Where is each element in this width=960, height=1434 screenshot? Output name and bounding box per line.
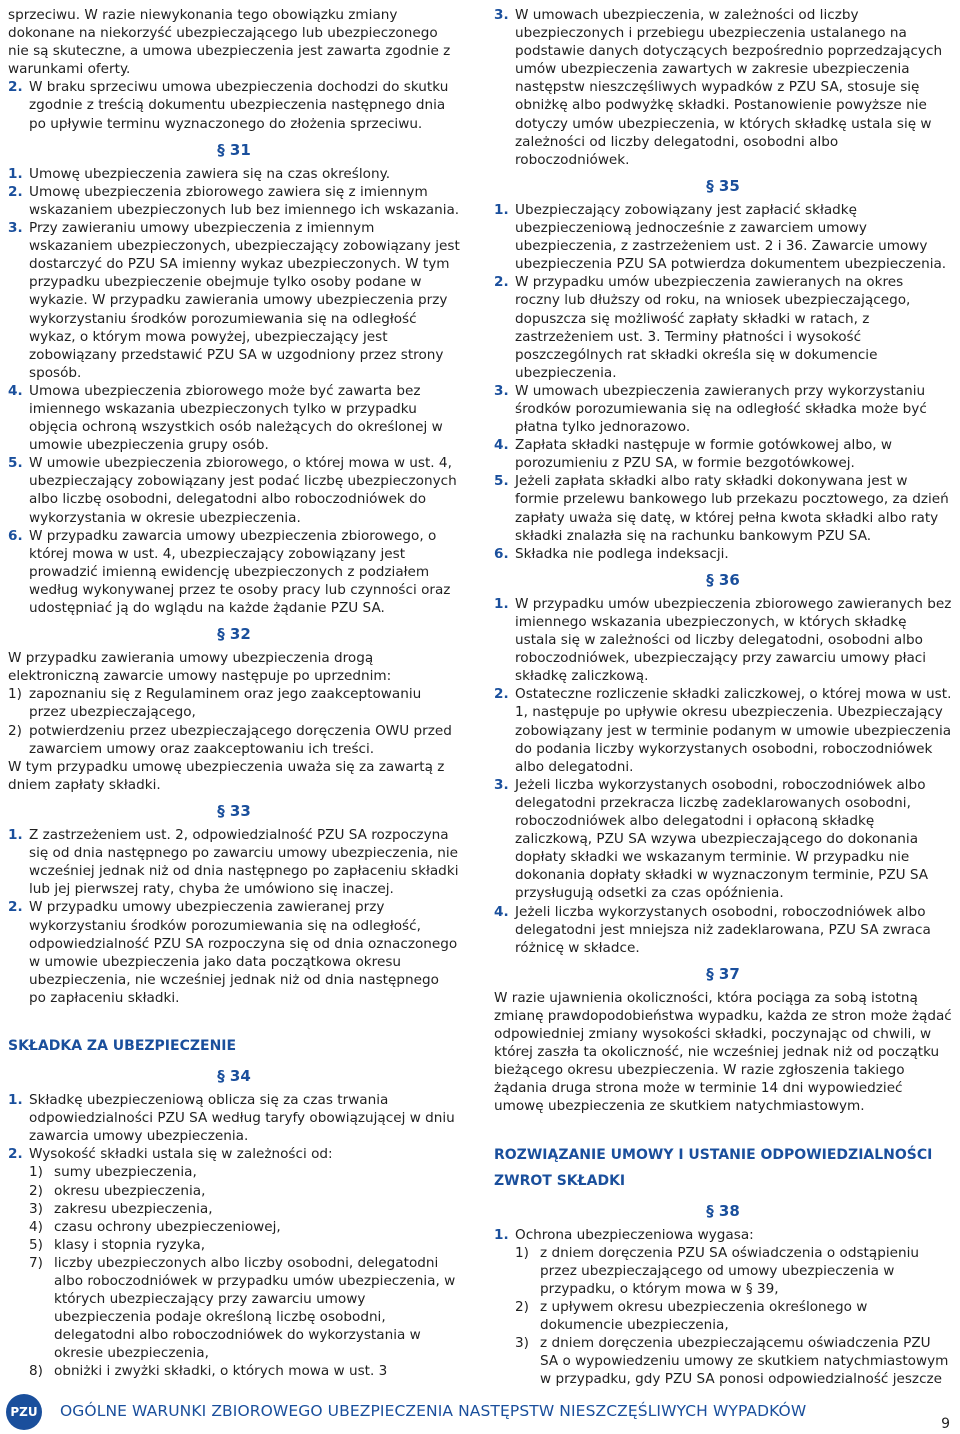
section-33 [8, 826, 460, 1007]
list-item [494, 903, 952, 957]
page-number: 9 [941, 1416, 950, 1432]
section-31 [8, 165, 460, 617]
sub-item [494, 1334, 952, 1388]
sub-item [8, 1163, 460, 1181]
item-number: 3. [494, 7, 509, 23]
item-text: czasu ochrony ubezpieczeniowej, [54, 1218, 281, 1235]
item-text: sumy ubezpieczenia, [54, 1164, 197, 1181]
item-number: 1. [8, 1092, 23, 1109]
item-number: 4. [494, 437, 509, 454]
item-text: zakresu ubezpieczenia, [54, 1200, 213, 1217]
item-text: zapoznaniu się z Regulaminem oraz jego zaakceptowaniu przez ubezpieczającego, [29, 686, 422, 721]
item-number: 4) [29, 1218, 43, 1235]
intro-paragraph: sprzeciwu. W razie niewykonania tego obowiązku zmiany dokonane na niekorzyść ubezpieczającego lub ubezpieczonego nie są skuteczne, a umowa ubezpieczenia jest zawarta zgodnie z warunkami oferty. [8, 7, 451, 78]
list-item [494, 436, 952, 472]
item-text: Przy zawieraniu umowy ubezpieczenia z imiennym wskazaniem ubezpieczonych, ubezpieczający zobowiązany jest dostarczyć do PZU SA imienny wykaz ubezpieczonych. W tym przypadku ubezpieczenie obejmuje tylko osoby podane w wykazie. W przypadku zawierania umowy ubezpieczenia przy wykorzystaniu środków porozumiewania się na odległość wykaz, o którym mowa powyżej, ubezpieczający jest zobowiązany przedstawić PZU SA w uzgodniony przez strony sposób. [29, 220, 460, 381]
list-item [8, 382, 460, 454]
item-number: 8) [29, 1363, 43, 1380]
item-number: 5. [8, 455, 23, 472]
list-item [494, 545, 952, 563]
item-number: 3) [29, 1200, 43, 1217]
item-text: W przypadku umów ubezpieczenia zbiorowego zawieranych bez imiennego wskazania ubezpieczonych, w których składkę ustala się w zależności od liczby delegatodni, osobodni albo roboczodniówek, ubezpieczający przy zawarciu umowy płaci składkę zaliczkową. [515, 595, 952, 685]
item-number: 1) [515, 1244, 529, 1261]
sub-item [8, 1362, 460, 1380]
section-33-title: § 33 [217, 801, 251, 820]
item-number: 1. [8, 827, 23, 844]
sub-item [8, 1236, 460, 1254]
section-38-title: § 38 [706, 1201, 740, 1220]
intro-item-2 [8, 78, 460, 132]
item-text: Umowę ubezpieczenia zbiorowego zawiera się z imiennym wskazaniem ubezpieczonych lub bez imiennego ich wskazania. [29, 183, 460, 218]
item-number: 2. [8, 1146, 23, 1163]
sub-item [494, 1298, 952, 1334]
item-text: Jeżeli liczba wykorzystanych osobodni, roboczodniówek albo delegatodni jest mniejsza niż zadeklarowana, PZU SA zwraca różnicę w składce. [515, 903, 931, 956]
section-32 [8, 649, 460, 794]
item-number: 1. [8, 165, 23, 182]
item-text: Umowa ubezpieczenia zbiorowego może być zawarta bez imiennego wskazania ubezpieczonych tylko w przypadku objęcia ochroną wszystkich osób należących do określonej w umowie ubezpieczenia grupy osób. [29, 382, 443, 454]
left-column [8, 6, 460, 1381]
item-text: W umowach ubezpieczenia, w zależności od liczby ubezpieczonych i przebiegu ubezpieczenia ustalanego na podstawie danych dotyczących bezpośrednio poprzedzających umów ubezpieczenia zawartych w zakresie ubezpieczenia następstw nieszczęśliwych wypadków z PZU SA, stosuje się obniżkę albo podwyżkę składki. Postanowienie powyższe nie dotyczy umów ubezpieczenia, w których składkę ustala się w zależności od liczby delegatodni, osobodni albo roboczodniówek. [515, 7, 943, 168]
right-column [494, 6, 952, 1388]
section-34 [8, 1091, 460, 1381]
item-text: obniżki i zwyżki składki, o których mowa w ust. 3 [54, 1363, 388, 1380]
item-text: Jeżeli liczba wykorzystanych osobodni, roboczodniówek albo delegatodni przekracza liczbę zadeklarowanych osobodni, roboczodniówek albo delegatodni i opłaconą składkę zaliczkową, PZU SA wzywa ubezpieczającego do dokonania dopłaty składki we wskazanym terminie. W przypadku nie dokonania dopłaty składki w wyznaczonym terminie, PZU SA przysługują odsetki za czas opóźnienia. [515, 776, 929, 902]
heading-skladka: SKŁADKA ZA UBEZPIECZENIE [8, 1037, 237, 1054]
item-text: potwierdzeniu przez ubezpieczającego doręczenia OWU przed zawarciem umowy oraz zaakceptowaniu ich treści. [29, 722, 452, 757]
item-number: 1. [494, 595, 509, 612]
list-item [494, 382, 952, 436]
list-item [8, 527, 460, 617]
item-text: W przypadku umowy ubezpieczenia zawieranej przy wykorzystaniu środków porozumiewania się na odległość, odpowiedzialność PZU SA rozpoczyna się od dnia oznaczonego w umowie ubezpieczenia jako data początkowa okresu ubezpieczenia, nie wcześniej jednak niż od dnia następnego po zapłaceniu składki. [29, 899, 458, 1006]
item-text: W przypadku zawarcia umowy ubezpieczenia zbiorowego, o której mowa w ust. 4, ubezpieczający zobowiązany jest prowadzić imienną ewidencję ubezpieczonych z podziałem według wykonywanej przez te osoby pracy lub czynności oraz udostępniać ją do wglądu na każde żądanie PZU SA. [29, 527, 451, 616]
item-text: Jeżeli zapłata składki albo raty składki dokonywana jest w formie przelewu bankowego lub przekazu pocztowego, za dzień zapłaty uważa się datę, w której pełna kwota składki albo raty składki znalazła się na rachunku bankowym PZU SA. [515, 473, 949, 544]
item-number: 3. [8, 220, 23, 237]
item-text: okresu ubezpieczenia, [54, 1182, 206, 1199]
list-item [8, 826, 460, 898]
footer-title: OGÓLNE WARUNKI ZBIOROWEGO UBEZPIECZENIA NASTĘPSTW NIESZCZĘŚLIWYCH WYPADKÓW [60, 1402, 807, 1420]
item-number: 2. [8, 79, 23, 96]
item-text: Z zastrzeżeniem ust. 2, odpowiedzialność PZU SA rozpoczyna się od dnia następnego po zawarciu umowy ubezpieczenia, nie wcześniej jednak niż od dnia następnego po zapłaceniu składki lub jej pierwszej raty, chyba że umówiono się inaczej. [29, 827, 459, 898]
section-36 [494, 595, 952, 957]
item-number: 2. [8, 899, 23, 916]
item-text: W braku sprzeciwu umowa ubezpieczenia dochodzi do skutku zgodnie z treścią dokumentu ubezpieczenia następnego dnia po upływie terminu wyznaczonego do złożenia sprzeciwu. [29, 79, 449, 132]
section-37-text: W razie ujawnienia okoliczności, która pociąga za sobą istotną zmianę prawdopodobieństwa wypadku, każda ze stron może żądać odpowiedniej zmiany wysokości składki, poczynając od chwili, w której zaszła ta okoliczność, nie wcześniej jednak niż od początku bieżącego okresu ubezpieczenia. W razie zgłoszenia takiego żądania druga strona może w terminie 14 dni wypowiedzieć umowę ubezpieczenia ze skutkiem natychmiastowym. [494, 989, 952, 1115]
list-item [494, 776, 952, 903]
pzu-logo-icon: PZU [6, 1394, 42, 1430]
item-number: 1) [29, 1164, 43, 1181]
sub-item [8, 1218, 460, 1236]
list-item [494, 273, 952, 382]
section-intro: W przypadku zawierania umowy ubezpieczenia drogą elektroniczną zawarcie umowy następuje po uprzednim: [8, 650, 392, 685]
item-text: Ochrona ubezpieczeniowa wygasa: [515, 1226, 754, 1243]
item-number: 2. [494, 274, 509, 291]
item-text: Składkę ubezpieczeniową oblicza się za czas trwania odpowiedzialności PZU SA według taryfy obowiązującej w dniu zawarcia umowy ubezpieczenia. [29, 1092, 455, 1145]
section-36-title: § 36 [706, 570, 740, 589]
section-outro: W tym przypadku umowę ubezpieczenia uważa się za zawartą z dniem zapłaty składki. [8, 758, 445, 793]
item-text: Wysokość składki ustala się w zależności od: [29, 1146, 333, 1163]
item-text: Ostateczne rozliczenie składki zaliczkowej, o której mowa w ust. 1, następuje po upływie okresu ubezpieczenia. Ubezpieczający zobowiązany jest w terminie podanym w umowie ubezpieczenia do podania liczby wykorzystanych osobodni, roboczodniówek albo delegatodni. [515, 686, 952, 775]
list-item [8, 898, 460, 1007]
list-item [8, 1091, 460, 1145]
item-text: Składka nie podlega indeksacji. [515, 545, 729, 562]
intro-item-3 [494, 6, 952, 169]
sub-item [8, 1200, 460, 1218]
list-item [494, 1226, 952, 1244]
item-number: 6. [8, 527, 23, 544]
item-number: 3. [494, 776, 509, 793]
item-text: Ubezpieczający zobowiązany jest zapłacić składkę ubezpieczeniową jednocześnie z zawarciem umowy ubezpieczenia, z zastrzeżeniem ust. 2 i 36. Zawarcie umowy ubezpieczenia PZU SA potwierdza dokumentem ubezpieczenia. [515, 201, 947, 273]
list-item [494, 685, 952, 775]
item-text: Zapłata składki następuje w formie gotówkowej albo, w porozumieniu z PZU SA, w formie bezgotówkowej. [515, 437, 893, 472]
list-item [8, 685, 460, 721]
item-number: 2) [29, 1182, 43, 1199]
item-number: 6. [494, 545, 509, 562]
list-item [8, 183, 460, 219]
item-number: 5) [29, 1236, 43, 1253]
item-text: liczby ubezpieczonych albo liczby osobodni, delegatodni albo roboczodniówek w przypadku umów ubezpieczenia, w których ubezpieczający przy zawarciu umowy ubezpieczenia podaje określoną liczbę osobodni, delegatodni albo roboczodniówek do wykorzystania w okresie ubezpieczenia, [54, 1254, 456, 1362]
section-37-title: § 37 [706, 964, 740, 983]
list-item [494, 472, 952, 544]
item-number: 2. [8, 183, 23, 200]
item-number: 4. [494, 903, 509, 920]
section-38 [494, 1226, 952, 1389]
item-number: 4. [8, 382, 23, 399]
page-footer [0, 1390, 960, 1434]
list-item [494, 201, 952, 273]
sub-item [8, 1182, 460, 1200]
item-text: W przypadku umów ubezpieczenia zawieranych na okres roczny lub dłuższy od roku, na wniosek ubezpieczającego, dopuszcza się możliwość zapłaty składki w ratach, z zastrzeżeniem ust. 3. Terminy płatności i wysokość poszczególnych rat składki określa się w dokumencie ubezpieczenia. [515, 274, 911, 381]
list-item [8, 722, 460, 758]
item-number: 2. [494, 686, 509, 703]
item-text: klasy i stopnia ryzyka, [54, 1236, 206, 1253]
list-item [8, 454, 460, 526]
section-31-title: § 31 [217, 140, 251, 159]
item-number: 3) [515, 1335, 529, 1352]
item-number: 1. [494, 1226, 509, 1243]
item-number: 3. [494, 382, 509, 399]
item-number: 2) [515, 1299, 529, 1315]
item-text: W umowach ubezpieczenia zawieranych przy wykorzystaniu środków porozumiewania się na odległość składka może być płatna tylko jednorazowo. [515, 382, 927, 436]
item-text: Umowę ubezpieczenia zawiera się na czas określony. [29, 165, 391, 182]
item-number: 1. [494, 201, 509, 218]
sub-item [494, 1244, 952, 1298]
heading-rozwiazanie: ROZWIĄZANIE UMOWY I USTANIE ODPOWIEDZIALNOŚCI ZWROT SKŁADKI [494, 1146, 933, 1189]
item-number: 7) [29, 1254, 43, 1271]
list-item [8, 165, 460, 183]
item-number: 1) [8, 686, 22, 703]
list-item [8, 219, 460, 382]
list-item [8, 1145, 460, 1163]
item-text: z dniem doręczenia ubezpieczającemu oświadczenia PZU SA o wypowiedzeniu umowy ze skutkiem natychmiastowym w przypadku, gdy PZU SA ponosi odpowiedzialność jeszcze [540, 1335, 949, 1388]
item-number: 2) [8, 722, 22, 739]
item-text: z upływem okresu ubezpieczenia określonego w dokumencie ubezpieczenia, [540, 1299, 868, 1334]
item-number: 5. [494, 473, 509, 490]
item-text: W umowie ubezpieczenia zbiorowego, o której mowa w ust. 4, ubezpieczający zobowiązany jest podać liczbę ubezpieczonych albo liczbę osobodni, delegatodni albo roboczodniówek do wykorzystania w okresie ubezpieczenia. [29, 455, 457, 526]
list-item [494, 595, 952, 685]
item-text: z dniem doręczenia PZU SA oświadczenia o odstąpieniu przez ubezpieczającego od umowy ubezpieczenia w przypadku, o którym mowa w § 39, [540, 1244, 919, 1297]
section-34-title: § 34 [217, 1066, 251, 1085]
section-35 [494, 201, 952, 563]
section-35-title: § 35 [706, 176, 740, 195]
sub-item [8, 1254, 460, 1363]
section-32-title: § 32 [217, 625, 251, 644]
